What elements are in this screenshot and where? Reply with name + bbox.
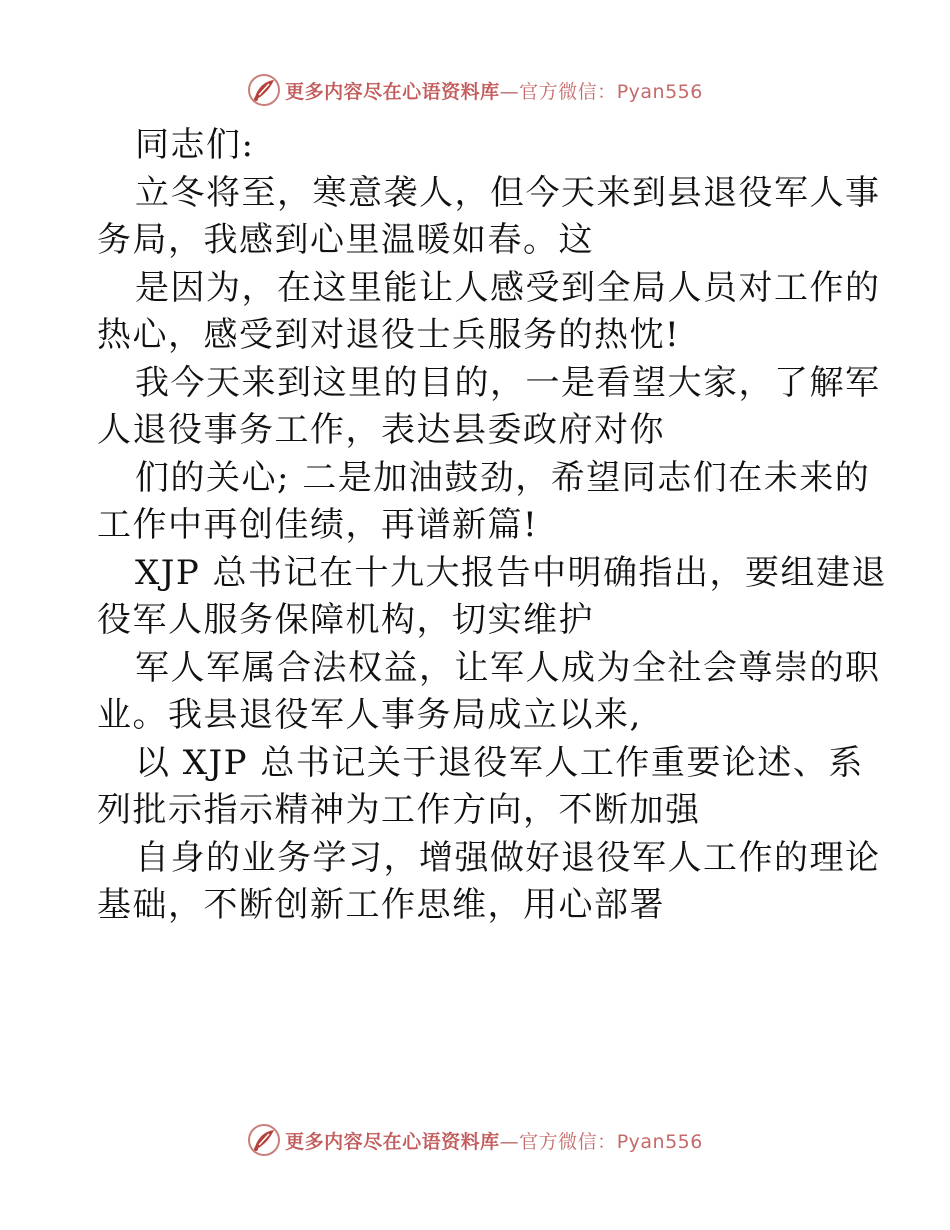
watermark-dash: — [499,1130,520,1153]
text-line: 役军人服务保障机构，切实维护 [97,600,594,640]
footer-watermark [0,1120,950,1160]
text-line: 热心，感受到对退役士兵服务的热忱! [97,315,681,355]
watermark-official: 官方微信： [519,80,617,103]
pen-nib-logo-icon [247,1123,281,1157]
text-line: 业。我县退役军人事务局成立以来, [97,695,642,735]
header-watermark [0,70,950,110]
pen-nib-logo-icon [247,73,281,107]
watermark-text [285,1127,703,1154]
text-line: 我今天来到这里的目的，一是看望大家，了解军 [135,362,881,403]
text-line: 们的关心; 二是加油鼓劲，希望同志们在未来的 [135,457,871,498]
text-line: 工作中再创佳绩，再谱新篇! [97,505,539,545]
text-line: 同志们: [135,125,255,165]
text-line: 是因为，在这里能让人感受到全局人员对工作的 [135,267,881,308]
text-line: 基础，不断创新工作思维，用心部署 [97,885,665,925]
watermark-text [285,77,703,104]
text-line: 立冬将至，寒意袭人，但今天来到县退役军人事 [135,172,881,213]
document-body [97,122,888,930]
text-line: 列批示指示精神为工作方向，不断加强 [97,790,701,830]
watermark-label: 更多内容尽在心语资料库 [285,80,500,103]
watermark-label: 更多内容尽在心语资料库 [285,1130,500,1153]
watermark-handle: Pyan556 [616,1130,703,1153]
text-line: 以 XJP 总书记关于退役军人工作重要论述、系 [135,742,864,783]
watermark-dash: — [499,80,520,103]
watermark-handle: Pyan556 [616,80,703,103]
watermark-official: 官方微信： [519,1130,617,1153]
text-line: 务局，我感到心里温暖如春。这 [97,220,594,260]
text-line: 自身的业务学习，增强做好退役军人工作的理论 [135,837,881,878]
text-line: 人退役事务工作，表达县委政府对你 [97,410,665,450]
text-line: 军人军属合法权益，让军人成为全社会尊崇的职 [135,647,881,688]
text-line: XJP 总书记在十九大报告中明确指出，要组建退 [135,552,888,593]
